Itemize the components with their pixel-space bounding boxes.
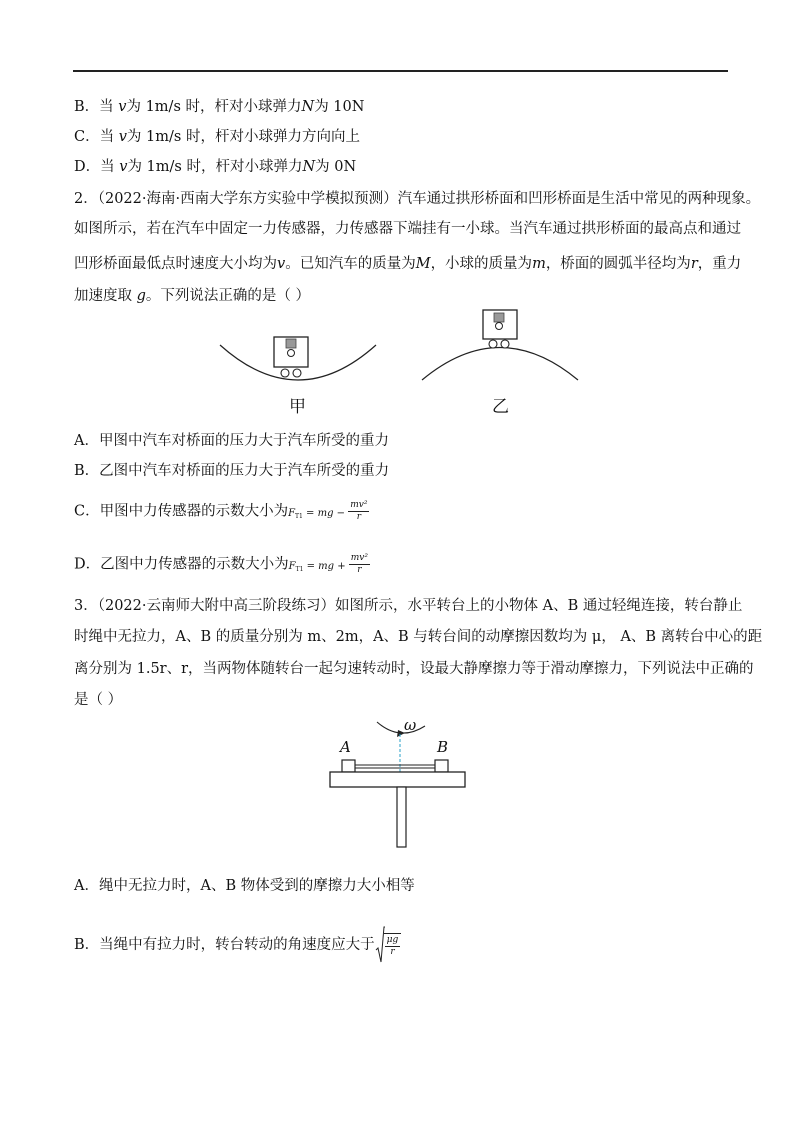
q2-stem-line3: 凹形桥面最低点时速度大小均为v。已知汽车的质量为M，小球的质量为m，桥面的圆弧半径均为r，重力 [74,256,742,272]
sensor-right [494,313,504,322]
block-a-label: A [340,738,351,756]
q3-stem-line2: 时绳中无拉力，A、B 的质量分别为 m、2m，A、B 与转台间的动摩擦因数均为 μ， A、B 离转台中心的距 [74,629,763,645]
q2-option-d: D．乙图中力传感器的示数大小为$F_{T1}$ = mg + $\frac{\text{mv²}}{r}$ [74,553,368,575]
q3-stem-line4: 是（ ） [74,692,123,708]
turntable-shaft [397,787,406,847]
q2-option-a: A．甲图中汽车对桥面的压力大于汽车所受的重力 [74,433,389,449]
q2-stem-line1: 2．（2022·海南·西南大学东方实验中学模拟预测）汽车通过拱形桥面和凹形桥面是生活中常见的两种现象。 [74,191,761,207]
q3-option-a: A．绳中无拉力时，A、B 物体受到的摩擦力大小相等 [74,878,415,894]
turntable-disk [330,772,465,787]
prev-option-b: B．当 v为 1m/s 时，杆对小球弹力N为 10N [74,99,365,115]
label-yi: 乙 [492,397,509,417]
q3-stem-line1: 3．（2022·云南师大附中高三阶段练习）如图所示，水平转台上的小物体 A、B 通过轻绳连接，转台静止 [74,598,743,614]
prev-option-d: D．当 v为 1m/s 时，杆对小球弹力N为 0N [74,159,357,175]
wheel-right-2 [501,340,509,348]
q2-option-c: C．甲图中力传感器的示数大小为$F_{T1}$ = mg − $\frac{\text{mv²}}{r}$ [74,500,368,522]
ball-left [288,350,295,357]
convex-bridge-arc [422,348,578,381]
block-a [342,760,355,772]
label-jia: 甲 [289,397,306,417]
ball-right [496,323,503,330]
q3-b-sqrt: $\frac{\mu g}{r}$ [375,926,402,964]
q2-stem-line4: 加速度取 g。下列说法正确的是（ ） [74,288,311,304]
q3-option-b: B．当绳中有拉力时，转台转动的角速度应大于 $\frac{\mu g}{r}$ [74,926,401,964]
q3-turntable-figure [325,712,475,852]
q2-c-fraction: $\frac{\text{mv²}}{r}$ [350,500,368,522]
prev-option-c: C．当 v为 1m/s 时，杆对小球弹力方向向上 [74,129,360,145]
q2-option-b: B．乙图中汽车对桥面的压力大于汽车所受的重力 [74,463,390,479]
wheel-right-1 [489,340,497,348]
q3-stem-line3: 离分别为 1.5r、r，当两物体随转台一起匀速转动时，设最大静摩擦力等于滑动摩擦力，下列说法中正确的 [74,661,754,677]
q2-d-fraction: $\frac{\text{mv²}}{r}$ [350,553,368,575]
omega-label: ω [404,716,417,734]
block-b [435,760,448,772]
header-rule [73,70,728,72]
block-b-label: B [437,738,449,756]
q2-stem-line2: 如图所示，若在汽车中固定一力传感器，力传感器下端挂有一小球。当汽车通过拱形桥面的最高点和通过 [74,221,741,237]
wheel-left-1 [281,369,289,377]
sensor-left [286,339,296,348]
sqrt-sign [375,926,385,964]
wheel-left-2 [293,369,301,377]
q2-bridge-figure [200,305,600,425]
